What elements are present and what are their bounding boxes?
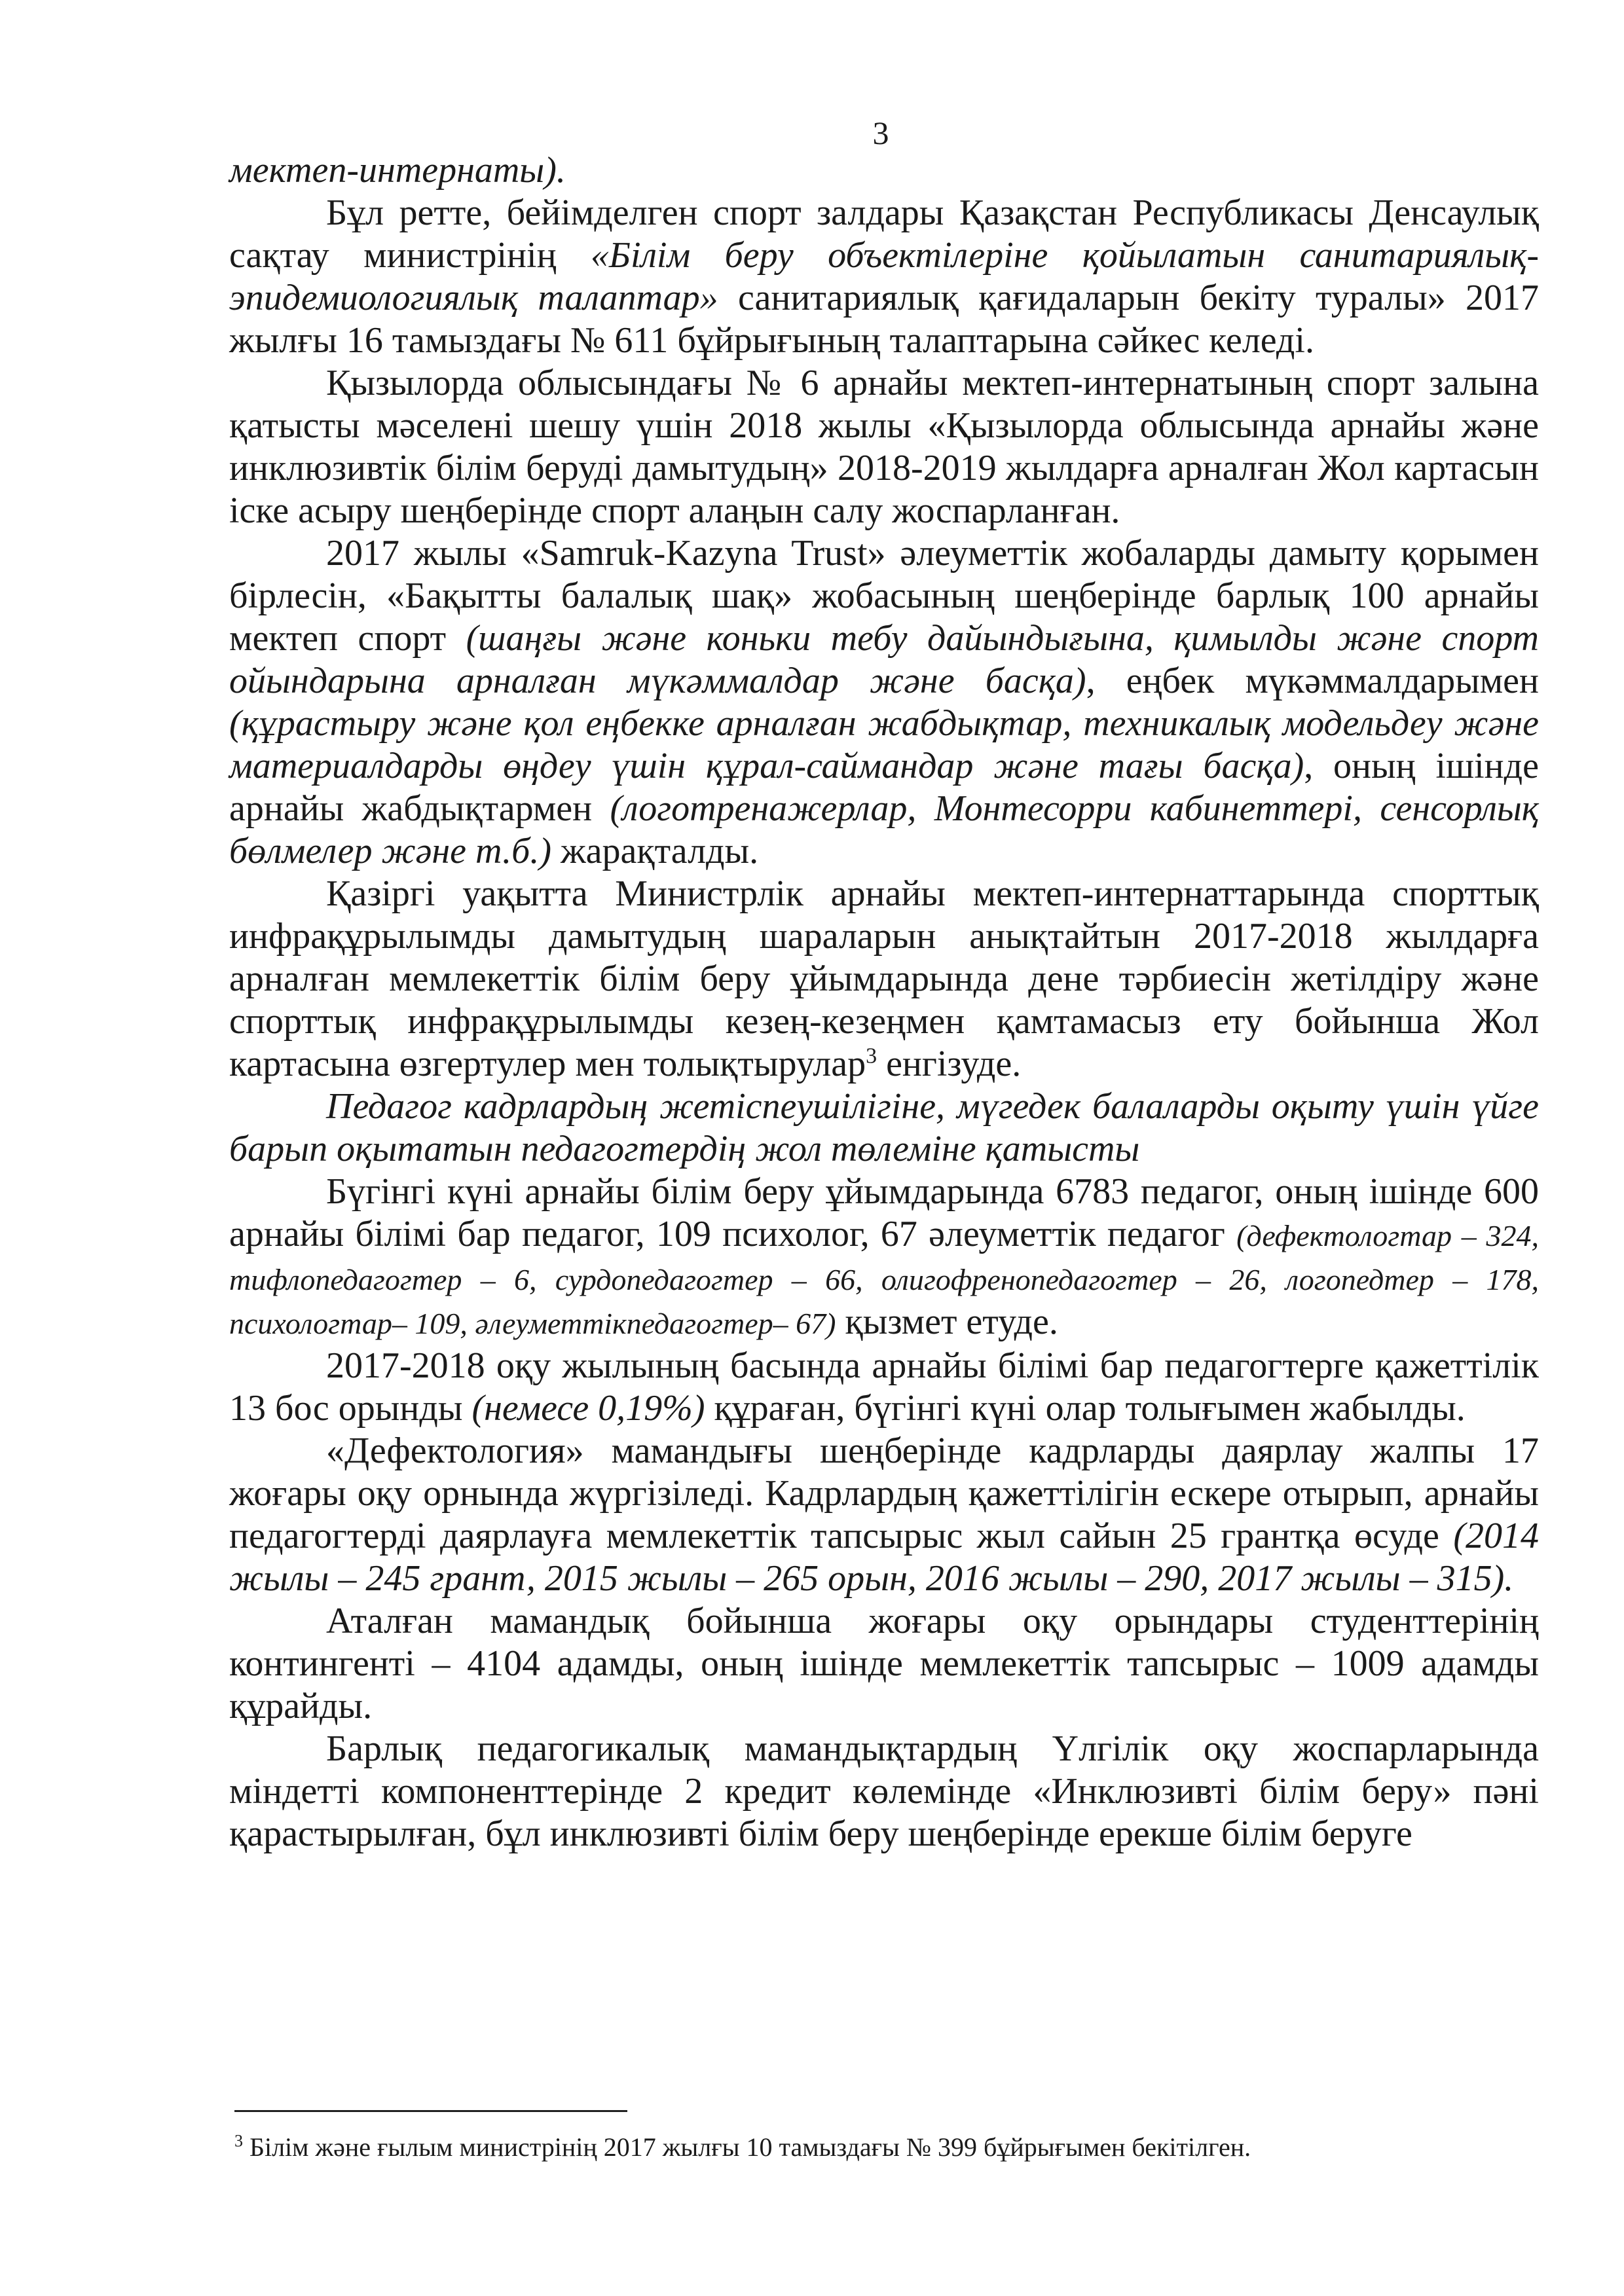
text-run: Бүгінгі күні арнайы білім беру ұйымдарында 6783 педагог, оның ішінде 600 арнайы білімі бар педагог, 109 психолог, 67 әлеуметтік педагог xyxy=(229,1171,1539,1254)
footnote-text: Білім және ғылым министрінің 2017 жылғы 10 тамыздағы № 399 бұйрығымен бекітілген. xyxy=(243,2132,1251,2162)
text-run: құраған, бүгінгі күні олар толығымен жабылды. xyxy=(705,1388,1466,1429)
paragraph-vacancies xyxy=(229,1345,1539,1430)
text-run: , еңбек мүкәммалдарымен xyxy=(1086,661,1539,701)
footnote-reference: 3 xyxy=(866,1044,877,1068)
text-run: , оның ішінде арнайы жабдықтармен xyxy=(229,746,1539,829)
text-run: 2017 жылы «Samruk-Kazyna Trust» әлеуметтік жобаларды дамыту қорымен бірлесін, «Бақытты балалық шақ» жобасының шеңберінде барлық 100 арнайы мектеп спорт xyxy=(229,533,1539,659)
italic-run: «Білім беру объектілеріне қойылатын санитариялық-эпидемиологиялық талаптар» xyxy=(229,235,1539,318)
footnote-separator xyxy=(234,2110,627,2112)
paragraph-sports-halls xyxy=(229,192,1539,362)
paragraph-kyzylorda: Қызылорда облысындағы № 6 арнайы мектеп-интернатының спорт залына қатысты мәселені шешу үшін 2018 жылы «Қызылорда облысында арнайы және инклюзивтік білім беруді дамытудың» 2018-2019 жылдарға арналған Жол картасын іске асыру шеңберінде спорт алаңын салу жоспарланған. xyxy=(229,363,1539,531)
paragraph-inclusive-course: Барлық педагогикалық мамандықтардың Үлгілік оқу жоспарларында міндетті компоненттерінде 2 кредит көлемінде «Инклюзивті білім беру» пәні қарастырылған, бұл инклюзивті білім беру шеңберінде ерекше білім беруге xyxy=(229,1728,1539,1854)
page-number: 3 xyxy=(872,115,889,151)
text-run: қызмет етуде. xyxy=(836,1302,1058,1342)
italic-run: (құрастыру және қол еңбекке арналған жабдықтар, техникалық модельдеу және материалдарды өңдеу үшін құрал-саймандар және тағы басқа) xyxy=(229,703,1539,786)
text-run: 2017-2018 оқу жылының басында арнайы білімі бар педагогтерге қажеттілік 13 бос орынды xyxy=(229,1345,1539,1429)
italic-run: (шаңғы және коньки тебу дайындығына, қимылды және спорт ойындарына арналған мүкәммалдар және басқа) xyxy=(229,618,1539,701)
text-run: «Дефектология» мамандығы шеңберінде кадрларды даярлау жалпы 17 жоғары оқу орнында жүргізіледі. Кадрлардың қажеттілігін ескере отырып, арнайы педагогтерді даярлауға мемлекеттік тапсырыс жыл сайын 25 грантқа өсуде xyxy=(229,1430,1539,1556)
section-heading-teachers: Педагог кадрлардың жетіспеушілігіне, мүгедек балаларды оқыту үшін үйге барып оқытатын педагогтердің жол төлеміне қатысты xyxy=(229,1086,1539,1169)
document-body xyxy=(229,149,1539,1855)
text-run: санитариялық қағидаларын бекіту туралы» 2017 жылғы 16 тамыздағы № 611 бұйрығының талаптарына сәйкес келеді. xyxy=(229,278,1540,361)
paragraph-teacher-count xyxy=(229,1171,1539,1345)
italic-run: (дефектологтар – 324, тифлопедагогтер – 6, сурдопедагогтер – 66, олигофренопедагогтер – 26, логопедтер – 178, психологтар– 109, әлеуметтікпедагогтер– 67) xyxy=(229,1219,1540,1340)
paragraph-defectology xyxy=(229,1430,1539,1600)
footnote xyxy=(234,2131,1479,2164)
italic-run: (2014 жылы – 245 грант, 2015 жылы – 265 орын, 2016 жылы – 290, 2017 жылы – 315). xyxy=(229,1516,1539,1599)
footnote-number: 3 xyxy=(234,2131,243,2151)
continued-text: мектеп-интернаты). xyxy=(229,150,566,191)
text-run: Бұл ретте, бейімделген спорт залдары Қазақстан Республикасы Денсаулық сақтау министрінің xyxy=(229,192,1539,276)
text-run: енгізуде. xyxy=(877,1044,1022,1084)
paragraph-ministry-roadmap xyxy=(229,873,1539,1085)
text-run: Қазіргі уақытта Министрлік арнайы мектеп-интернаттарында спорттық инфрақұрылымды дамытудың шараларын анықтайтын 2017-2018 жылдарға арналған мемлекеттік білім беру ұйымдарында дене тәрбиесін жетілдіру және спорттық инфрақұрылымды кезең-кезеңмен қамтамасыз ету бойынша Жол картасына өзгертулер мен толықтырулар xyxy=(229,873,1539,1084)
paragraph-samruk-kazyna xyxy=(229,532,1539,873)
italic-run: (логотренажерлар, Монтесорри кабинеттері, сенсорлық бөлмелер және т.б.) xyxy=(229,788,1539,871)
paragraph-contingent: Аталған мамандық бойынша жоғары оқу орындары студенттерінің контингенті – 4104 адамды, оның ішінде мемлекеттік тапсырыс – 1009 адамды құрайды. xyxy=(229,1601,1539,1726)
italic-run: (немесе 0,19%) xyxy=(471,1388,705,1429)
text-run: жарақталды. xyxy=(551,831,759,871)
paragraph-continuation xyxy=(229,149,1539,192)
